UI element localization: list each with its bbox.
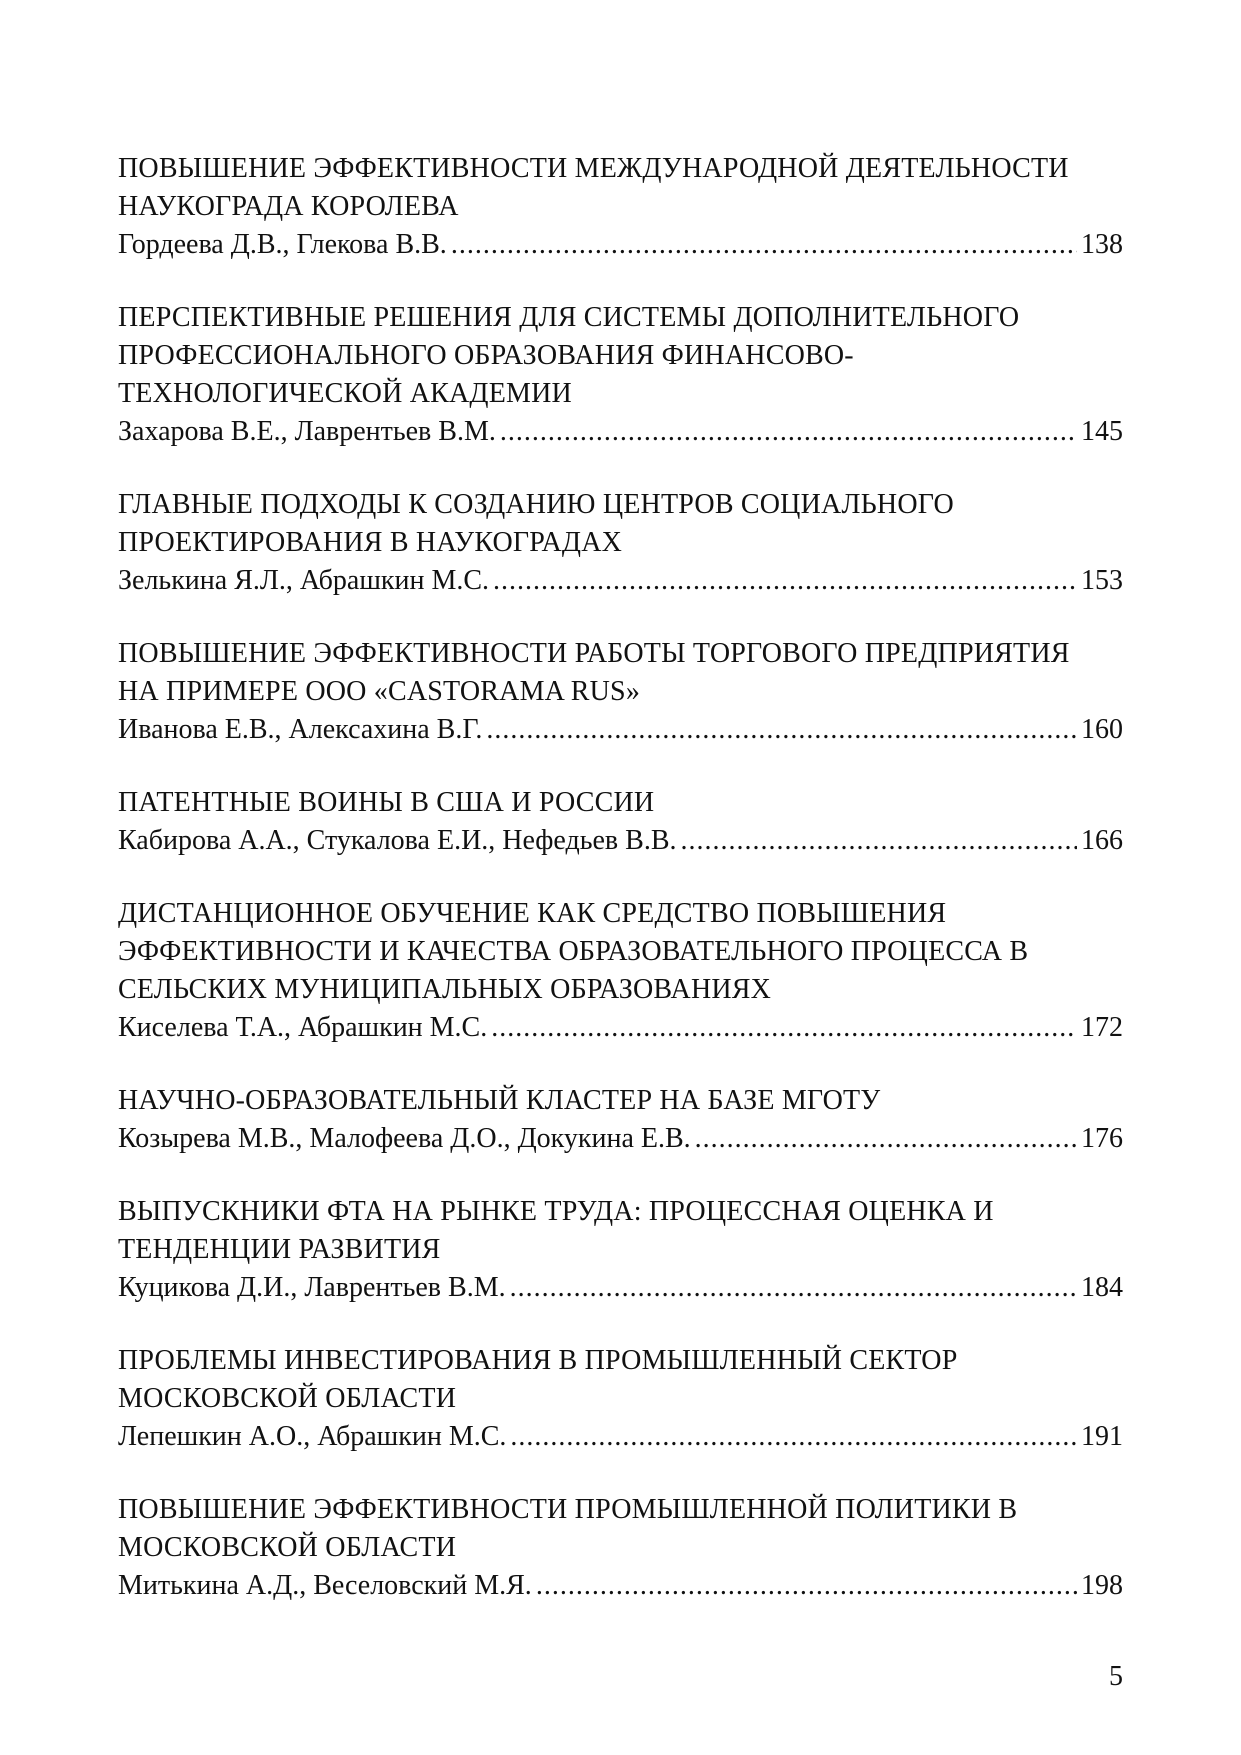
entry-authors: Захарова В.Е., Лаврентьев В.М.: [118, 416, 496, 447]
entry-title: ПАТЕНТНЫЕ ВОИНЫ В США И РОССИИ: [118, 787, 655, 818]
entry-page-number: 160: [1081, 714, 1123, 745]
entry-title: ГЛАВНЫЕ ПОДХОДЫ К СОЗДАНИЮ ЦЕНТРОВ СОЦИАЛЬНОГО ПРОЕКТИРОВАНИЯ В НАУКОГРАДАХ: [118, 489, 954, 558]
dot-leader: [510, 1269, 1077, 1307]
entry-line: [118, 1269, 1123, 1307]
toc-entry: [118, 299, 1123, 451]
entry-authors: Лепешкин А.О., Абрашкин М.С.: [118, 1421, 507, 1452]
entry-authors: Кабирова А.А., Стукалова Е.И., Нефедьев В.В.: [118, 825, 677, 856]
toc-entry: [118, 1342, 1123, 1456]
entry-title: ПЕРСПЕКТИВНЫЕ РЕШЕНИЯ ДЛЯ СИСТЕМЫ ДОПОЛНИТЕЛЬНОГО ПРОФЕССИОНАЛЬНОГО ОБРАЗОВАНИЯ ФИНАНСОВО- ТЕХНОЛОГИЧЕСКОЙ АКАДЕМИИ: [118, 302, 1020, 409]
entry-page-number: 191: [1081, 1421, 1123, 1452]
entry-line: [118, 413, 1123, 451]
toc-entry: [118, 1082, 1123, 1158]
entry-authors: Митькина А.Д., Веселовский М.Я.: [118, 1570, 532, 1601]
toc-entry: [118, 486, 1123, 600]
entry-title: ПОВЫШЕНИЕ ЭФФЕКТИВНОСТИ МЕЖДУНАРОДНОЙ ДЕЯТЕЛЬНОСТИ НАУКОГРАДА КОРОЛЕВА: [118, 153, 1069, 222]
entry-authors: Козырева М.В., Малофеева Д.О., Докукина Е.В.: [118, 1123, 691, 1154]
entry-title: ПРОБЛЕМЫ ИНВЕСТИРОВАНИЯ В ПРОМЫШЛЕННЫЙ СЕКТОР МОСКОВСКОЙ ОБЛАСТИ: [118, 1345, 958, 1414]
entry-line: [118, 1120, 1123, 1158]
toc-entry: [118, 635, 1123, 749]
entry-title: НАУЧНО-ОБРАЗОВАТЕЛЬНЫЙ КЛАСТЕР НА БАЗЕ МГОТУ: [118, 1085, 881, 1116]
entry-authors: Иванова Е.В., Алексахина В.Г.: [118, 714, 483, 745]
toc-entry: [118, 784, 1123, 860]
entry-authors: Зелькина Я.Л., Абрашкин М.С.: [118, 565, 490, 596]
entry-title: ПОВЫШЕНИЕ ЭФФЕКТИВНОСТИ РАБОТЫ ТОРГОВОГО ПРЕДПРИЯТИЯ НА ПРИМЕРЕ ООО «CASTORAMA RUS»: [118, 638, 1070, 707]
entry-authors: Гордеева Д.В., Глекова В.В.: [118, 229, 447, 260]
entry-line: [118, 1567, 1123, 1605]
entry-title: ВЫПУСКНИКИ ФТА НА РЫНКЕ ТРУДА: ПРОЦЕССНАЯ ОЦЕНКА И ТЕНДЕНЦИИ РАЗВИТИЯ: [118, 1196, 994, 1265]
entry-page-number: 166: [1081, 825, 1123, 856]
entry-page-number: 172: [1081, 1012, 1123, 1043]
entry-authors: Куцикова Д.И., Лаврентьев В.М.: [118, 1272, 506, 1303]
entry-title: ПОВЫШЕНИЕ ЭФФЕКТИВНОСТИ ПРОМЫШЛЕННОЙ ПОЛИТИКИ В МОСКОВСКОЙ ОБЛАСТИ: [118, 1494, 1018, 1563]
entry-page-number: 138: [1081, 229, 1123, 260]
entry-line: [118, 822, 1123, 860]
toc-entry: [118, 895, 1123, 1047]
dot-leader: [486, 711, 1077, 749]
entry-page-number: 153: [1081, 565, 1123, 596]
entry-page-number: 176: [1081, 1123, 1123, 1154]
entry-page-number: 184: [1081, 1272, 1123, 1303]
dot-leader: [500, 413, 1077, 451]
table-of-contents: [118, 150, 1123, 1640]
dot-leader: [681, 822, 1078, 860]
entry-line: [118, 1009, 1123, 1047]
entry-line: [118, 711, 1123, 749]
dot-leader: [493, 562, 1077, 600]
entry-line: [118, 226, 1123, 264]
dot-leader: [510, 1418, 1077, 1456]
entry-title: ДИСТАНЦИОННОЕ ОБУЧЕНИЕ КАК СРЕДСТВО ПОВЫШЕНИЯ ЭФФЕКТИВНОСТИ И КАЧЕСТВА ОБРАЗОВАТЕЛЬНОГО ПРОЦЕССА В СЕЛЬСКИХ МУНИЦИПАЛЬНЫХ ОБРАЗОВАНИЯХ: [118, 898, 1029, 1005]
entry-page-number: 145: [1081, 416, 1123, 447]
entry-page-number: 198: [1081, 1570, 1123, 1601]
dot-leader: [451, 226, 1077, 264]
dot-leader: [695, 1120, 1077, 1158]
toc-entry: [118, 1491, 1123, 1605]
entry-line: [118, 1418, 1123, 1456]
toc-entry: [118, 1193, 1123, 1307]
page-number: 5: [1109, 1661, 1123, 1692]
entry-line: [118, 562, 1123, 600]
dot-leader: [536, 1567, 1077, 1605]
dot-leader: [491, 1009, 1077, 1047]
entry-authors: Киселева Т.А., Абрашкин М.С.: [118, 1012, 488, 1043]
toc-entry: [118, 150, 1123, 264]
